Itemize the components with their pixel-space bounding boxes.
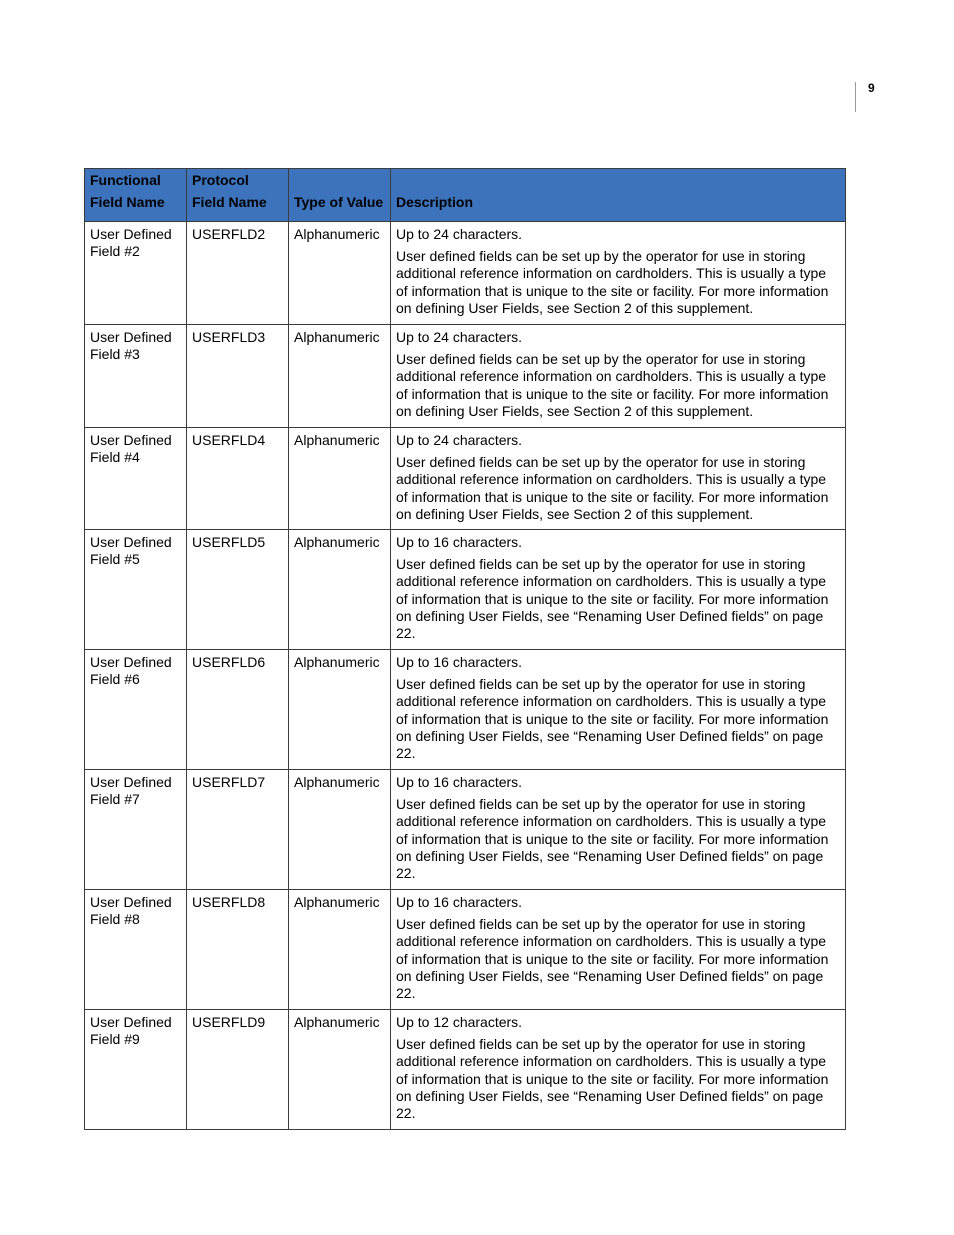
description-text: User defined fields can be set up by the operator for use in storing additional reference information on cardholders. This is usually a type of information that is unique to the site or facility. For more information on defining User Fields, see Section 2 of this supplement. xyxy=(396,454,829,522)
protocol-field-name-cell: USERFLD4 xyxy=(187,428,289,530)
table-row xyxy=(85,530,846,650)
table-header-row xyxy=(85,169,846,222)
type-of-value-cell: Alphanumeric xyxy=(289,530,391,650)
type-of-value-cell: Alphanumeric xyxy=(289,770,391,890)
functional-field-name-cell: User Defined Field #5 xyxy=(85,530,187,650)
description-text: User defined fields can be set up by the operator for use in storing additional reference information on cardholders. This is usually a type of information that is unique to the site or facility. For more information on defining User Fields, see “Renaming User Defined fields” on page 22. xyxy=(396,556,829,642)
protocol-field-name-cell: USERFLD8 xyxy=(187,890,289,1010)
protocol-field-name-cell: USERFLD7 xyxy=(187,770,289,890)
functional-field-name-cell: User Defined Field #2 xyxy=(85,222,187,325)
protocol-field-name-cell: USERFLD6 xyxy=(187,650,289,770)
page-number-rule xyxy=(855,82,856,112)
header-protocol-line2: Field Name xyxy=(192,194,267,210)
protocol-field-name-cell: USERFLD2 xyxy=(187,222,289,325)
type-of-value-cell: Alphanumeric xyxy=(289,650,391,770)
description-length: Up to 16 characters. xyxy=(396,534,523,551)
header-description: Description xyxy=(391,169,846,222)
description-text: User defined fields can be set up by the operator for use in storing additional reference information on cardholders. This is usually a type of information that is unique to the site or facility. For more information on defining User Fields, see “Renaming User Defined fields” on page 22. xyxy=(396,1036,829,1122)
type-of-value-cell: Alphanumeric xyxy=(289,325,391,428)
field-definitions-table xyxy=(84,168,846,1130)
type-of-value-cell: Alphanumeric xyxy=(289,428,391,530)
type-of-value-cell: Alphanumeric xyxy=(289,890,391,1010)
table-row xyxy=(85,325,846,428)
description-cell xyxy=(391,650,846,770)
functional-field-name-cell: User Defined Field #9 xyxy=(85,1010,187,1130)
description-cell xyxy=(391,530,846,650)
table-row xyxy=(85,1010,846,1130)
functional-field-name-cell: User Defined Field #3 xyxy=(85,325,187,428)
description-length: Up to 24 characters. xyxy=(396,226,523,242)
functional-field-name-cell: User Defined Field #8 xyxy=(85,890,187,1010)
description-length: Up to 24 characters. xyxy=(396,432,523,448)
table-row xyxy=(85,222,846,325)
header-protocol-field-name xyxy=(187,169,289,222)
description-cell xyxy=(391,1010,846,1130)
protocol-field-name-cell: USERFLD5 xyxy=(187,530,289,650)
table-row xyxy=(85,650,846,770)
header-functional-line2: Field Name xyxy=(90,194,165,210)
description-cell xyxy=(391,222,846,325)
header-functional-line1: Functional xyxy=(90,172,161,188)
description-length: Up to 16 characters. xyxy=(396,774,523,791)
description-length: Up to 24 characters. xyxy=(396,329,523,345)
page-number: 9 xyxy=(868,81,875,95)
description-text: User defined fields can be set up by the operator for use in storing additional reference information on cardholders. This is usually a type of information that is unique to the site or facility. For more information on defining User Fields, see Section 2 of this supplement. xyxy=(396,351,829,419)
header-protocol-line1: Protocol xyxy=(192,172,249,188)
functional-field-name-cell: User Defined Field #7 xyxy=(85,770,187,890)
description-length: Up to 12 characters. xyxy=(396,1014,523,1031)
description-text: User defined fields can be set up by the operator for use in storing additional reference information on cardholders. This is usually a type of information that is unique to the site or facility. For more information on defining User Fields, see “Renaming User Defined fields” on page 22. xyxy=(396,916,829,1002)
description-text: User defined fields can be set up by the operator for use in storing additional reference information on cardholders. This is usually a type of information that is unique to the site or facility. For more information on defining User Fields, see Section 2 of this supplement. xyxy=(396,248,829,316)
protocol-field-name-cell: USERFLD9 xyxy=(187,1010,289,1130)
header-functional-field-name xyxy=(85,169,187,222)
type-of-value-cell: Alphanumeric xyxy=(289,222,391,325)
table-row xyxy=(85,890,846,1010)
description-cell xyxy=(391,890,846,1010)
description-length: Up to 16 characters. xyxy=(396,894,523,911)
table-row xyxy=(85,428,846,530)
description-text: User defined fields can be set up by the operator for use in storing additional reference information on cardholders. This is usually a type of information that is unique to the site or facility. For more information on defining User Fields, see “Renaming User Defined fields” on page 22. xyxy=(396,676,829,762)
description-length: Up to 16 characters. xyxy=(396,654,523,671)
functional-field-name-cell: User Defined Field #4 xyxy=(85,428,187,530)
description-cell xyxy=(391,325,846,428)
description-text: User defined fields can be set up by the operator for use in storing additional reference information on cardholders. This is usually a type of information that is unique to the site or facility. For more information on defining User Fields, see “Renaming User Defined fields” on page 22. xyxy=(396,796,829,882)
protocol-field-name-cell: USERFLD3 xyxy=(187,325,289,428)
table-row xyxy=(85,770,846,890)
functional-field-name-cell: User Defined Field #6 xyxy=(85,650,187,770)
header-type-of-value: Type of Value xyxy=(289,169,391,222)
description-cell xyxy=(391,770,846,890)
description-cell xyxy=(391,428,846,530)
type-of-value-cell: Alphanumeric xyxy=(289,1010,391,1130)
